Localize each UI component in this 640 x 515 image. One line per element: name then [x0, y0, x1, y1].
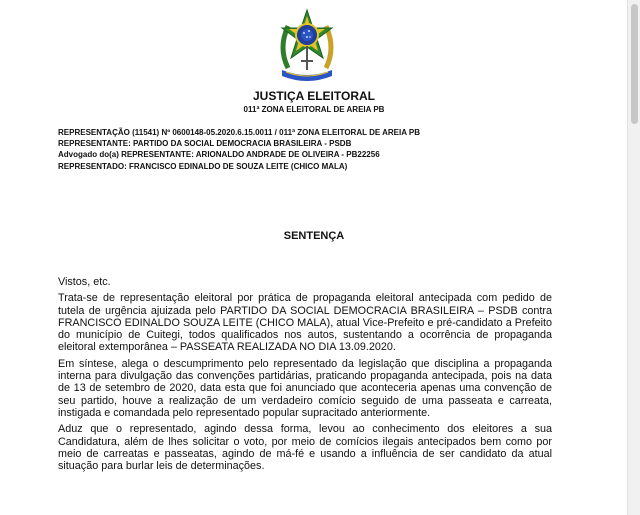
vertical-scrollbar[interactable]: [627, 0, 640, 515]
case-info: [58, 127, 578, 172]
court-name: JUSTIÇA ELEITORAL: [252, 89, 375, 103]
plaintiff-line: REPRESENTANTE: PARTIDO DA SOCIAL DEMOCRACIA BRASILEIRA - PSDB: [58, 139, 352, 149]
coat-of-arms-icon: [274, 8, 340, 84]
paragraph: Vistos, etc.: [58, 276, 111, 288]
document-heading: SENTENÇA: [283, 230, 345, 242]
scrollbar-thumb[interactable]: [631, 4, 638, 124]
case-number-line: REPRESENTAÇÃO (11541) Nº 0600148-05.2020.6.15.0011 / 011ª ZONA ELEITORAL DE AREIA PB: [58, 128, 421, 137]
attorney-line: Advogado do(a) REPRESENTANTE: ARIONALDO ANDRADE DE OLIVEIRA - PB22256: [58, 150, 380, 160]
paragraph: Aduz que o representado, agindo dessa forma, levou ao conhecimento dos eleitores a sua Candidatura, além de lhes solicitar o voto, por meio de comícios ilegais antecipados bem como por meio de carreatas e passeatas, agindo de má-fé e usando a influência de ser candidato da atual situação para burlar leis de determinações.: [58, 423, 552, 473]
paragraph: Trata-se de representação eleitoral por prática de propaganda eleitoral antecipada com pedido de tutela de urgência ajuizada pelo PARTIDO DA SOCIAL DEMOCRACIA BRASILEIRA – PSDB contra FRANCISCO EDINALDO SOUZA LEITE (CHICO MALA), atual Vice-Prefeito e pré-candidato a Prefeito do município de Cuitegi, todos qualificados nos autos, sustentando a ocorrência de propaganda eleitoral extemporânea – PASSEATA REALIZADA NO DIA 13.09.2020.: [58, 292, 552, 354]
defendant-line: REPRESENTADO: FRANCISCO EDINALDO DE SOUZA LEITE (CHICO MALA): [58, 161, 348, 171]
paragraph: Em síntese, alega o descumprimento pelo representado da legislação que disciplina a propaganda interna para divulgação das convenções partidárias, praticando propaganda antecipada, pois na data de 13 de setembro de 2020, data esta que foi anunciado que aconteceria apenas uma convenção de seu partido, houve a realização de um verdadeiro comício seguido de uma passeata e carreata, instigada e comandada pelo representado popular supracitado anteriormente.: [58, 357, 552, 419]
electoral-zone: 011ª ZONA ELEITORAL DE AREIA PB: [243, 105, 385, 114]
document-body: [58, 276, 552, 476]
